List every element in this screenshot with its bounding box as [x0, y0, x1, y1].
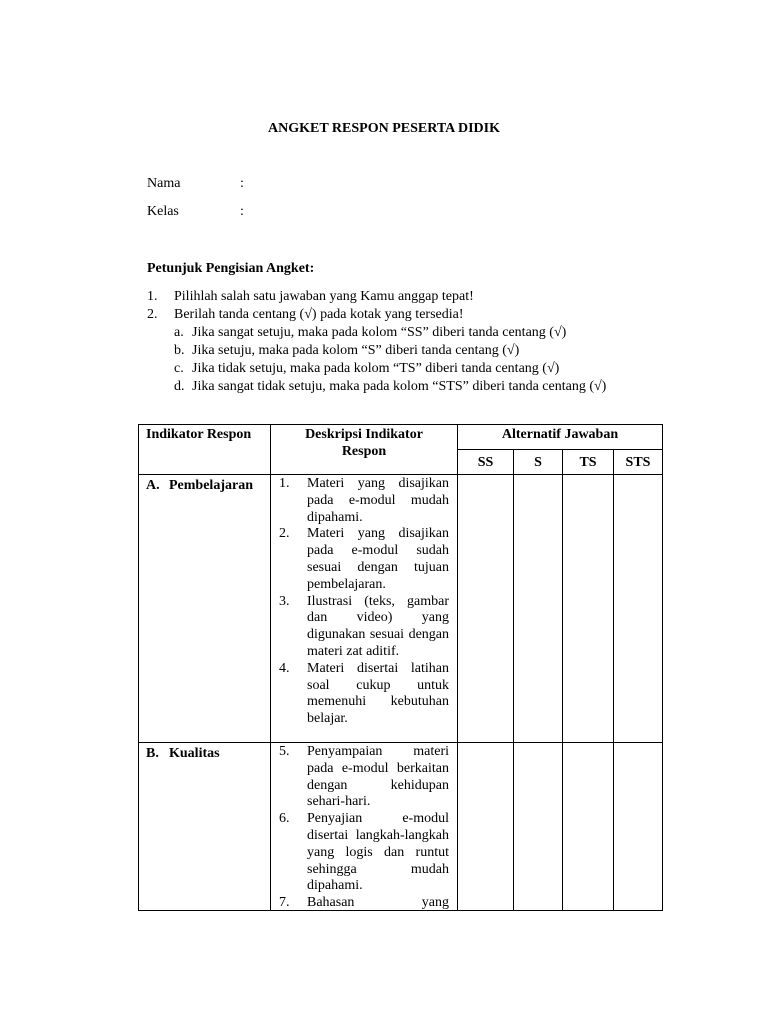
item-text: Materi yang disajikan pada e-modul sudah sesuai dengan tujuan pembelajaran.	[307, 526, 449, 592]
field-nama	[147, 176, 244, 192]
item-text: Materi yang disajikan pada e-modul mudah dipahami.	[307, 476, 449, 525]
sub-instruction-item	[147, 324, 606, 342]
sub-instruction-text: Jika tidak setuju, maka pada kolom “TS” diberi tanda centang (√)	[192, 361, 560, 376]
table-row	[139, 743, 663, 911]
sub-instruction-item	[147, 360, 606, 378]
option-sts: STS	[614, 450, 663, 475]
sub-instruction-letter: d.	[174, 379, 185, 394]
answer-cell-ss[interactable]	[458, 475, 514, 743]
description-item	[279, 811, 449, 895]
item-number: 2.	[279, 526, 290, 542]
indicator-cell	[139, 475, 271, 743]
answer-cell-ts[interactable]	[563, 743, 614, 911]
item-text: Bahasan yang	[307, 895, 449, 909]
option-ss: SS	[458, 450, 514, 475]
sub-instruction-item	[147, 378, 606, 396]
item-number: 3.	[279, 593, 290, 609]
option-s: S	[514, 450, 563, 475]
response-table	[138, 424, 663, 911]
sub-instruction-letter: b.	[174, 343, 185, 358]
sub-instruction-text: Jika sangat setuju, maka pada kolom “SS” diberi tanda centang (√)	[192, 325, 567, 340]
field-label: Kelas	[147, 204, 179, 219]
indicator-letter: A.	[146, 478, 160, 493]
field-separator: :	[240, 176, 244, 191]
header-deskripsi: Deskripsi Indikator Respon	[271, 425, 458, 475]
instruction-text: Berilah tanda centang (√) pada kotak yang tersedia!	[174, 307, 464, 322]
sub-instruction-text: Jika setuju, maka pada kolom “S” diberi tanda centang (√)	[192, 343, 520, 358]
document-title: ANGKET RESPON PESERTA DIDIK	[268, 121, 500, 136]
table-row	[139, 475, 663, 743]
instruction-text: Pilihlah salah satu jawaban yang Kamu anggap tepat!	[174, 289, 474, 304]
indicator-cell	[139, 743, 271, 911]
item-number: 1.	[279, 476, 290, 491]
item-text: Penyampaian materi pada e-modul berkaitan dengan kehidupan sehari-hari.	[307, 744, 449, 810]
answer-cell-sts[interactable]	[614, 743, 663, 911]
item-number: 4.	[279, 660, 290, 676]
sub-instruction-text: Jika sangat tidak setuju, maka pada kolom “STS” diberi tanda centang (√)	[192, 379, 607, 394]
item-text: Materi disertai latihan soal cukup untuk memenuhi kebutuhan belajar.	[307, 660, 449, 727]
description-item	[279, 895, 449, 909]
answer-cell-s[interactable]	[514, 743, 563, 911]
description-item	[279, 476, 449, 526]
instruction-number: 1.	[147, 289, 158, 304]
description-item	[279, 661, 449, 728]
item-number: 6.	[279, 811, 290, 827]
item-number: 5.	[279, 744, 290, 759]
description-item	[279, 594, 449, 661]
instructions-heading: Petunjuk Pengisian Angket:	[147, 261, 315, 276]
answer-cell-ts[interactable]	[563, 475, 614, 743]
instruction-number: 2.	[147, 307, 158, 322]
header-alternatif: Alternatif Jawaban	[458, 425, 663, 450]
description-cell	[271, 743, 458, 911]
option-ts: TS	[563, 450, 614, 475]
description-item	[279, 744, 449, 811]
indicator-name: Pembelajaran	[169, 478, 253, 493]
instruction-item	[147, 306, 606, 324]
field-label: Nama	[147, 176, 181, 191]
instruction-item	[147, 288, 606, 306]
sub-instruction-item	[147, 342, 606, 360]
answer-cell-s[interactable]	[514, 475, 563, 743]
indicator-letter: B.	[146, 746, 159, 761]
item-text: Ilustrasi (teks, gambar dan video) yang digunakan sesuai dengan materi zat aditif.	[307, 593, 449, 659]
description-cell	[271, 475, 458, 743]
table-header-row	[139, 425, 663, 450]
header-indikator: Indikator Respon	[139, 425, 271, 475]
answer-cell-ss[interactable]	[458, 743, 514, 911]
item-number: 7.	[279, 895, 290, 909]
sub-instruction-letter: a.	[174, 325, 184, 340]
sub-instruction-letter: c.	[174, 361, 184, 376]
answer-cell-sts[interactable]	[614, 475, 663, 743]
description-item	[279, 526, 449, 593]
description-clip	[279, 744, 449, 909]
instructions-list	[147, 288, 606, 396]
field-separator: :	[240, 204, 244, 219]
indicator-name: Kualitas	[169, 746, 220, 761]
field-kelas	[147, 204, 244, 220]
item-text: Penyajian e-modul disertai langkah-langkah yang logis dan runtut sehingga mudah dipahami.	[307, 811, 449, 894]
